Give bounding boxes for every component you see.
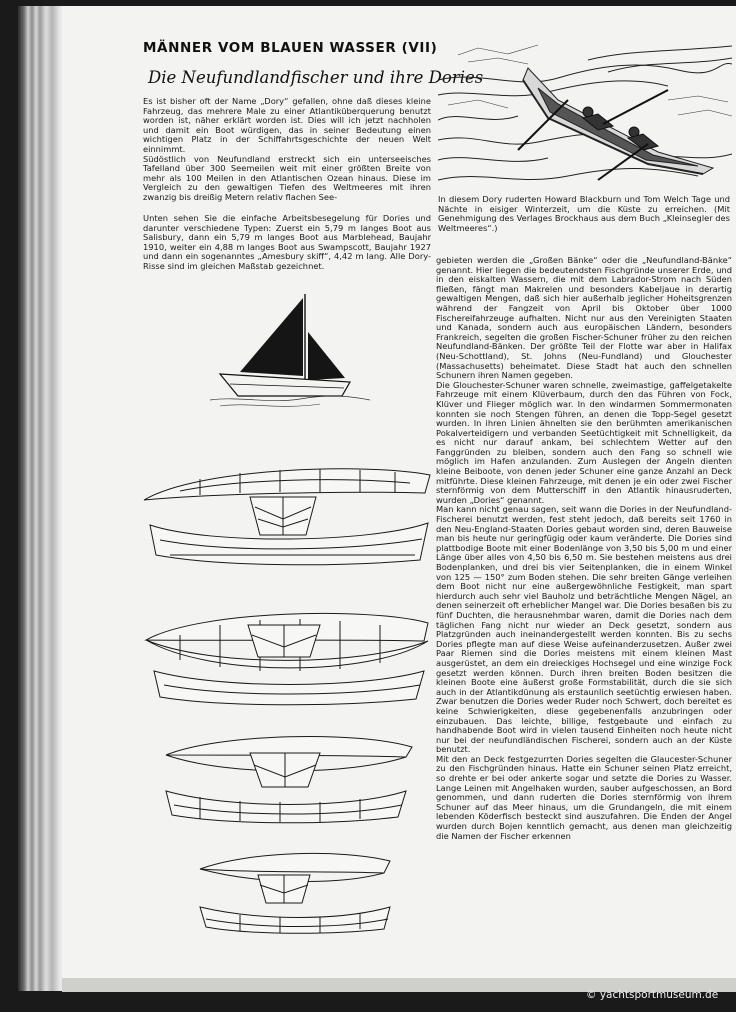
sailing-dory-drawing [210, 292, 370, 412]
article-title: Die Neufundlandfischer und ihre Dories [148, 68, 484, 87]
body-paragraph: Mit den an Deck festgezurrten Dories segelten die Glaucester-Schuner zu den Fischgründen hinaus. Hatte ein Schuner seinen Platz erreicht, so drehte er bei oder ankerte sogar und setzte die Dories zu Wasser. Lange Leinen mit Angelhaken wurden, sauber aufgeschossen, an Bord genommen, und dann ruderten die Dories sternförmig von ihrem Schuner auf das Meer hinaus, um die Grundangeln, die mit einem lebenden Köderfisch besteckt sind auszufahren. Die Enden der Angel wurden durch Bojen kenntlich gemacht, aus denen man gleichzeitig die Namen der Fischer erkennen [436, 753, 732, 841]
dory-hull-plan-marblehead [146, 613, 428, 704]
intro-paragraph: Es ist bisher oft der Name „Dory“ gefallen, ohne daß dieses kleine Fahrzeug, das mehrere Male zu einer Atlantiküberquerung benutzt worden ist, näher erklärt worden ist. Dies will ich jetzt nachholen und damit ein Boot würdigen, das in seiner Bedeutung einen wichtigen Platz in der Schiffahrtsgeschichte der neuen Welt einnimmt. [143, 96, 431, 154]
body-paragraph: gebieten werden die „Großen Bänke“ oder die „Neufundland-Bänke“ genannt. Hier liegen die bedeutendsten Fischgründe unserer Erde, und in den eiskalten Wassern, die mit dem Labrador-Strom nach Süden fließen, fängt man Makrelen und besonders Kabeljaue in derartig gewaltigen Mengen, daß sich hier außerhalb jeglicher Hoheitsgrenzen während der Fangzeit von April bis Oktober über 1000 Fischereifahrzeuge aufhalten. Nicht nur aus den Vereinigten Staaten und Kanada, sondern auch aus europäischen Ländern, besonders Frankreich, segelten die großen Fischer-Schuner früher zu den reichen Neufundland-Bänken. Der größte Teil der Flotte war aber in Halifax (Neu-Schottland), St. Johns (Neu-Fundland) und Glouchester (Massachusetts) beheimatet. Diese Stadt hat auch den schnellen Schunern ihren Namen gegeben. [436, 255, 732, 381]
dory-hull-plans [140, 455, 436, 935]
rowing-dory-illustration [438, 40, 732, 190]
intro-text [143, 97, 431, 203]
body-paragraph: Die Glouchester-Schuner waren schnelle, zweimastige, gaffelgetakelte Fahrzeuge mit einem Klüverbaum, durch den das Führen von Fock, Klüver und Flieger möglich war. In den windarmen Sommermonaten konnten sie noch Stengen führen, an denen die Topp-Segel gesetzt wurden. In ihren Linien ähnelten sie den berühmten amerikanischen Pokalverteidigern und verbanden Seetüchtigkeit mit Schnelligkeit, da es nicht nur darauf ankam, bei schlechtem Wetter auf den Fanggründen zu bleiben, sondern auch den Fang so schnell wie möglich im Hafen anzulanden. Zum Auslegen der Angeln dienten kleine Beiboote, von denen jeder Schuner eine ganze Anzahl an Deck mitführte. Diese kleinen Fahrzeuge, mit denen je ein oder zwei Fischer sternförmig von dem Mutterschiff in den Atlantik hinausruderten, wurden „Dories“ genannt. [436, 379, 732, 505]
dory-hull-plan-swampscott [166, 737, 412, 823]
body-paragraph: Man kann nicht genau sagen, seit wann die Dories in der Neufundland-Fischerei benutzt werden, fest steht jedoch, daß bereits seit 1760 in den Neu-England-Staaten Dories gebaut worden sind, deren Bauweise man bis heute nur geringfügig oder kaum veränderte. Die Dories sind plattbodige Boote mit einer Bodenlänge von 3,50 bis 5,00 m und einer Länge über alles von 4,50 bis 6,50 m. Sie bestehen meistens aus drei Bodenplanken, und drei bis vier Seitenplanken, die in einem Winkel von 125 — 150° zum Boden stehen. Die sehr breiten Gänge verleihen dem Boot nicht nur eine außergewöhnliche Festigkeit, man spart hierdurch auch sehr viel Bauholz und beträchtliche Mengen Nägel, an denen seinerzeit oft erheblicher Mangel war. Die Dories besaßen bis zu fünf Duchten, die herausnehmbar waren, damit die Dories nach dem täglichen Fang nicht nur wieder an Deck gesetzt, sondern aus Platzgründen auch ineinandergestellt werden konnten. Bis zu sechs Dories pflegte man auf diese Weise aufeinanderzusetzen. Außer zwei Paar Riemen sind die Dories meistens mit einem kleinen Mast ausgerüstet, an dem ein dreieckiges Hochsegel und eine winzige Fock gesetzt werden können. Durch ihren breiten Boden besitzen die kleinen Boote eine äußerst große Formstabilität, durch die sie sich auch in der Atlantikdünung als erstaunlich seetüchtig erwiesen haben. Zwar benutzen die Dories weder Ruder noch Schwert, doch bereitet es keine Schwierigkeiten, diese gegebenenfalls anzubringen oder einzubauen. Das leichte, billige, festgebaute und einfach zu handhabende Boot wird in vielen tausend Einheiten noch heute nicht nur bei der neufundländischen Fischerei, sondern auch an der Küste benutzt. [436, 504, 732, 755]
intro-paragraph: Südöstlich von Neufundland erstreckt sich ein unterseeisches Tafelland über 300 Seemeilen weit mit einer größten Breite von mehr als 100 Meilen in den Atlantischen Ozean hinaus. Diese im Vergleich zu den gewaltigen Tiefen des Weltmeeres mit ihren zwanzig bis dreißig Metern relativ flachen See- [143, 153, 431, 202]
dory-hull-plan-amesbury [200, 853, 390, 933]
illustration-caption: In diesem Dory ruderten Howard Blackburn und Tom Welch Tage und Nächte in eisiger Winterzeit, um die Küste zu erreichen. (Mit Genehmigung des Verlages Brockhaus aus dem Buch „Kleinsegler des Weltmeeres“.) [438, 194, 730, 233]
dory-hull-plan-salisbury [144, 469, 430, 565]
right-column [436, 256, 732, 841]
series-title: MÄNNER VOM BLAUEN WASSER (VII) [143, 40, 438, 56]
rig-description: Unten sehen Sie die einfache Arbeitsbesegelung für Dories und darunter verschiedene Typen: Zuerst ein 5,79 m langes Boot aus Salisbury, dann ein 5,79 m langes Boot aus Marblehead, Baujahr 1910, weiter ein 4,88 m langes Boot aus Swampscott, Baujahr 1927 und dann ein sogenanntes „Amesbury skiff“, 4,42 m lang. Alle Dory-Risse sind im gleichen Maßstab gezeichnet. [143, 213, 431, 271]
watermark: © yachtsportmuseum.de [586, 989, 719, 1001]
